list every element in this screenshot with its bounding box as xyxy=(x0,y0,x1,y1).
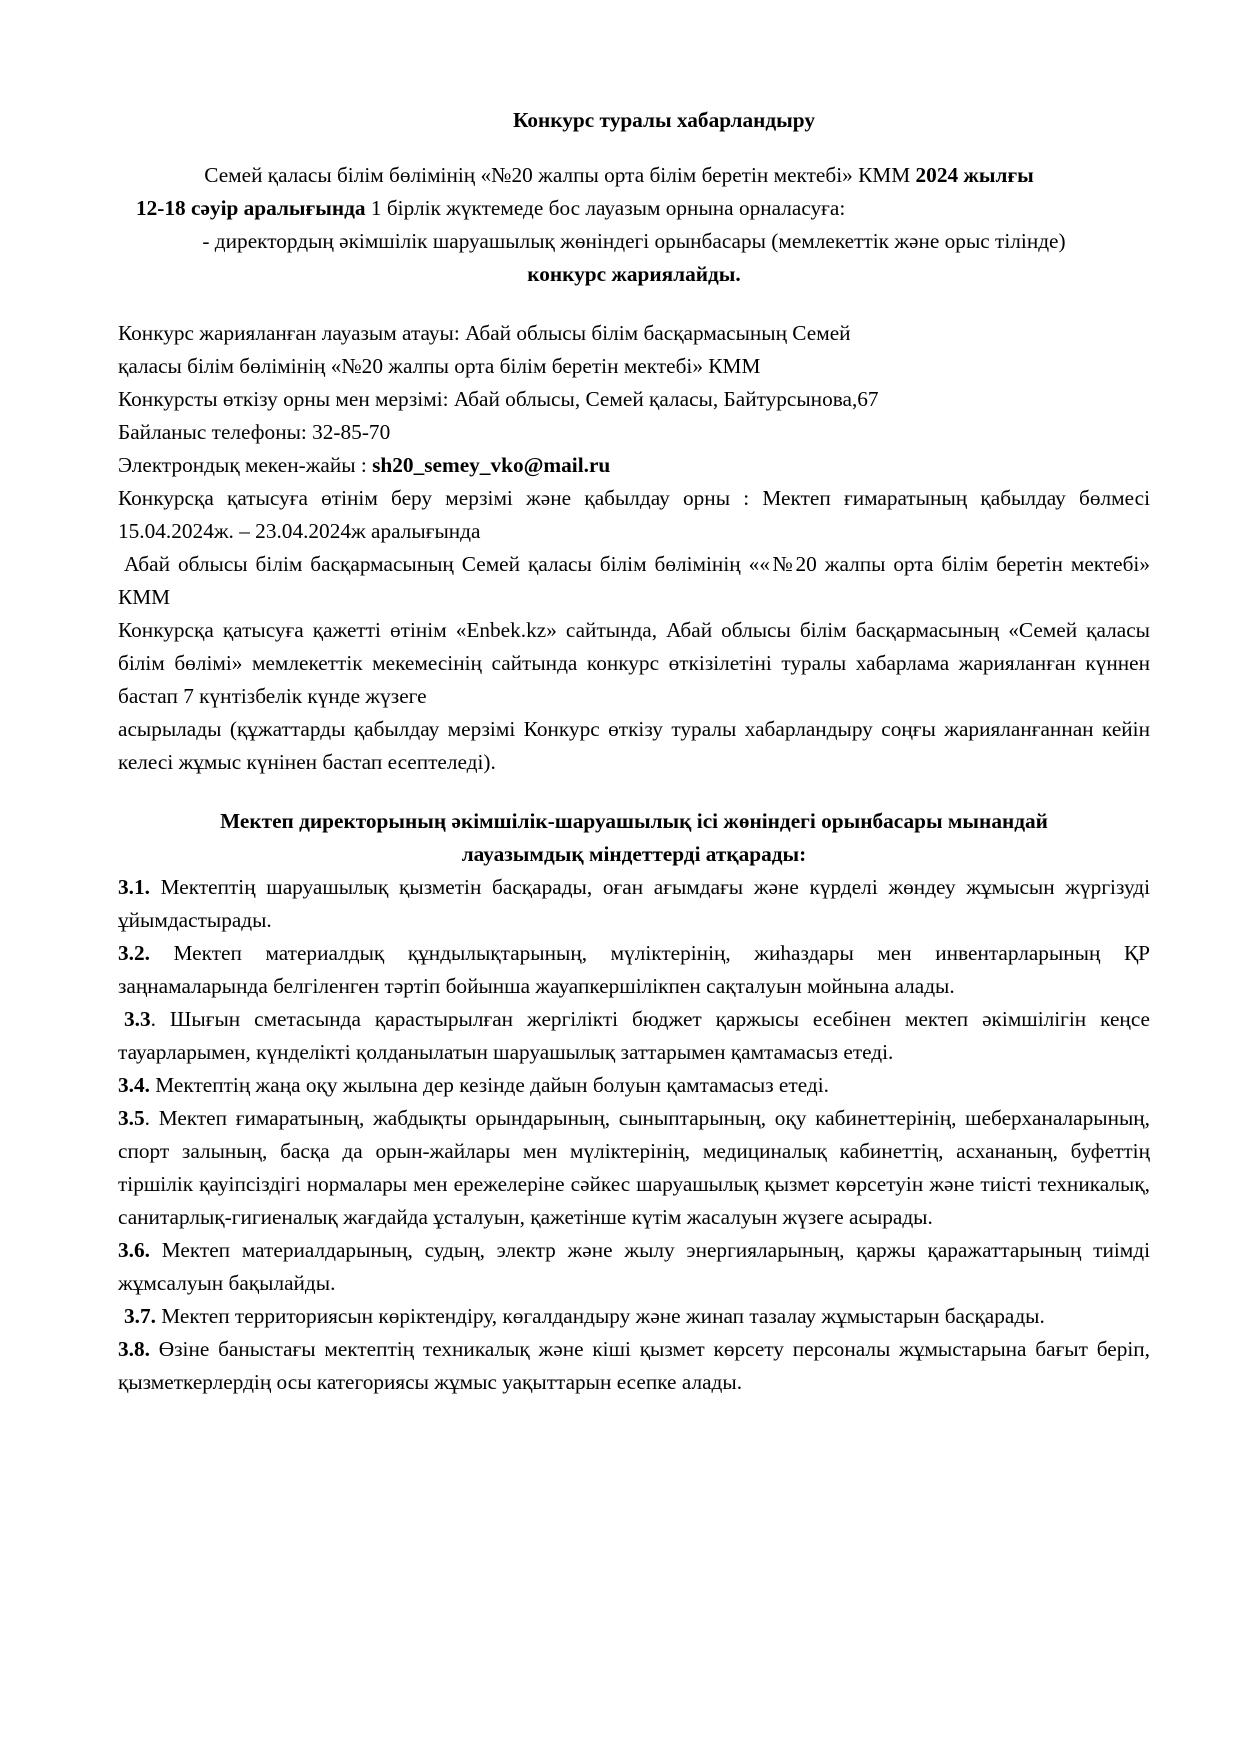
intro-position: - директордың әкімшілік шаруашылық жөніндегі орынбасары (мемлекеттік және орыс тілінде) xyxy=(202,229,1066,253)
document-title: Конкурс туралы хабарландыру xyxy=(512,108,816,132)
duties-heading-line-2: лауазымдық міндеттерді атқарады: xyxy=(461,842,807,866)
duty-text: Мектеп материалдарының, судың, электр және жылу энергияларының, қаржы қаражаттарының тиімді жұмсалуын бақылайды. xyxy=(118,1238,1150,1295)
enbek-application-info: Конкурсқа қатысуға қажетті өтінім «Enbek.kz» сайтында, Абай облысы білім басқармасының «Семей қаласы білім бөлімі» мемлекеттік мекемесінің сайтында конкурс өткізілетіні туралы хабарлама жарияланған күннен бастап 7 күнтізбелік күнде жүзеге xyxy=(118,618,1150,708)
application-deadline: Конкурсқа қатысуға өтінім беру мерзімі және қабылдау орны : Мектеп ғимаратының қабылдау бөлмесі 15.04.2024ж. – 23.04.2024ж аралығында xyxy=(118,486,1150,543)
contest-info xyxy=(118,317,1150,779)
announcement-intro xyxy=(118,159,1150,291)
duty-text: Мектептің шаруашылық қызметін басқарады, оған ағымдағы және күрделі жөндеу жұмысын жүргізуді ұйымдастырады. xyxy=(118,875,1150,932)
duty-text: . Мектеп ғимаратының, жабдықты орындарының, сыныптарының, оқу кабинеттерінің, шеберханаларының, спорт залының, басқа да орын-жайлары мен мүліктерінің, медициналық кабинеттің, асхананың, буфеттің тіршілік қауіпсіздігі нормалары мен ережелеріне сәйкес шаруашылық қызмет көрсетуін және тиісті техникалық, санитарлық-гигиеналық жағдайда ұсталуын, қажетінше күтім жасалуын жүзеге асырады. xyxy=(118,1106,1150,1229)
duties-list xyxy=(118,871,1150,1399)
document-deadline-info: асырылады (құжаттарды қабылдау мерзімі Конкурс өткізу туралы хабарландыру соңғы жарияланғаннан кейін келесі жұмыс күнінен бастап есептеледі). xyxy=(118,717,1150,774)
intro-vacancy-text: 1 бірлік жүктемеде бос лауазым орнына орналасуға: xyxy=(365,196,846,220)
duty-text: . Шығын сметасында қарастырылған жергілікті бюджет қаржысы есебінен мектеп әкімшілігін кеңсе тауарларымен, күнделікті қолданылатын шаруашылық заттарымен қамтамасыз етеді. xyxy=(118,1007,1150,1064)
duty-item xyxy=(118,1003,1150,1069)
intro-year: 2024 жылғы xyxy=(915,163,1034,187)
duty-number: 3.1. xyxy=(118,875,150,899)
position-title-line-2: қаласы білім бөлімінің «№20 жалпы орта білім беретін мектебі» КММ xyxy=(118,354,761,378)
duty-item xyxy=(118,1300,1150,1333)
contact-phone: Байланыс телефоны: 32-85-70 xyxy=(118,420,391,444)
duty-item xyxy=(118,1102,1150,1234)
duty-text: Мектеп материалдық құндылықтарының, мүліктерінің, жиһаздары мен инвентарларының ҚР заңнамаларында белгіленген тәртіп бойынша жауапкершілікпен сақталуын мойнына алады. xyxy=(118,941,1150,998)
email-address[interactable]: sh20_semey_vko@mail.ru xyxy=(372,453,611,477)
duty-text: Өзіне баныстағы мектептің техникалық және кіші қызмет көрсету персоналы жұмыстарына бағыт беріп, қызметкерлердің осы категориясы жұмыс уақыттарын есепке алады. xyxy=(118,1337,1150,1394)
duty-item xyxy=(118,871,1150,937)
duty-text: Мектеп территориясын көріктендіру, көгалдандыру және жинап тазалау жұмыстарын басқарады. xyxy=(155,1304,1045,1328)
duty-number: 3.7. xyxy=(124,1304,156,1328)
duty-number: 3.6. xyxy=(118,1238,150,1262)
duty-number: 3.5 xyxy=(118,1106,145,1130)
duty-number: 3.4. xyxy=(118,1073,150,1097)
intro-text: Семей қаласы білім бөлімінің «№20 жалпы орта білім беретін мектебі» КММ xyxy=(204,163,916,187)
duty-item xyxy=(118,1333,1150,1399)
duty-text: Мектептің жаңа оқу жылына дер кезінде дайын болуын қамтамасыз етеді. xyxy=(149,1073,829,1097)
duty-number: 3.2. xyxy=(118,941,150,965)
duty-item xyxy=(118,1234,1150,1300)
duty-number: 3.8. xyxy=(118,1337,150,1361)
intro-announce: конкурс жариялайды. xyxy=(527,262,741,286)
intro-line-1 xyxy=(118,159,1150,192)
intro-line-2 xyxy=(118,192,1150,225)
email-label: Электрондық мекен-жайы : xyxy=(118,453,373,477)
duty-number: 3.3 xyxy=(124,1007,151,1031)
duties-heading-line-1: Мектеп директорының әкімшілік-шаруашылық ісі жөніндегі орынбасары мынандай xyxy=(220,809,1048,833)
intro-dates: 12-18 сәуір аралығында xyxy=(136,196,366,220)
email-row xyxy=(118,449,1150,482)
contest-venue: Конкурсты өткізу орны мен мерзімі: Абай облысы, Семей қаласы, Байтурсынова,67 xyxy=(118,387,879,411)
document-body xyxy=(118,104,1150,1399)
duties-heading xyxy=(118,805,1150,871)
duty-item xyxy=(118,1069,1150,1102)
duty-item xyxy=(118,937,1150,1003)
position-title-line-1: Конкурс жарияланған лауазым атауы: Абай облысы білім басқармасының Семей xyxy=(118,321,851,345)
organization-name: Абай облысы білім басқармасының Семей қаласы білім бөлімінің ««№20 жалпы орта білім беретін мектебі» КММ xyxy=(118,552,1150,609)
